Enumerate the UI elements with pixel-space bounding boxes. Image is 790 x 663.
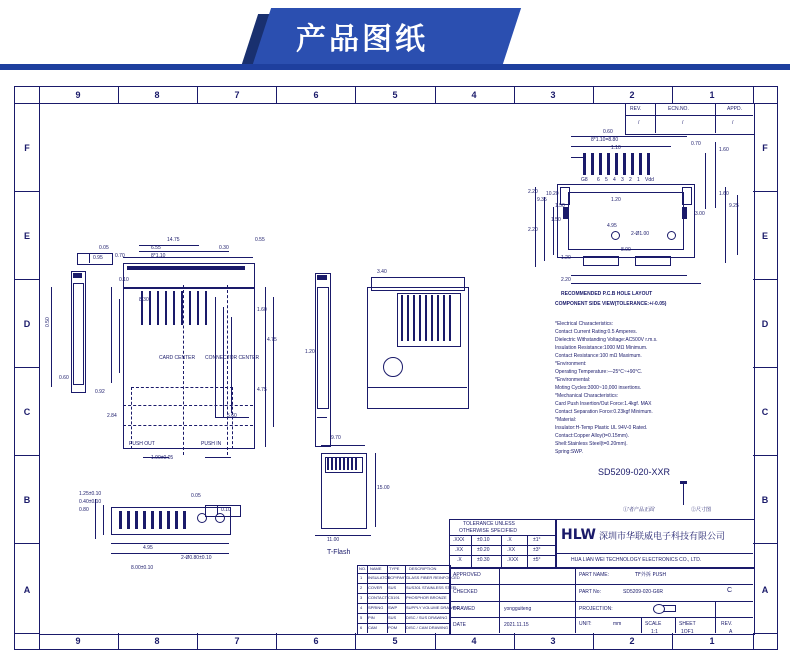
dim-bottom-0-05: 0.05 [191, 493, 201, 499]
spec-line-4: Contact Resistance:100 mΩ Maximum. [555, 353, 642, 359]
pcb-dim-1-20a: 1.20 [611, 197, 621, 203]
spec-line-12: *Material: [555, 417, 577, 423]
spec-line-13: Insulator:H-Temp Plastic UL 94V-0 Rated. [555, 425, 648, 431]
zone-row-left-B: B [23, 495, 31, 505]
dim-4-75: 1.60 [257, 307, 267, 313]
mat-r0-c2: LCP/PA9T [388, 575, 407, 580]
tolerance-title-1: TOLERANCE UNLESS [463, 521, 515, 527]
dim-flatness-0-10: 0.95 [93, 255, 103, 261]
mat-r5-c3: DISC / CAM DRAWING [406, 625, 449, 630]
zone-col-bottom-3: 3 [550, 636, 556, 646]
pcb-dim-2-20b: 2.20 [561, 277, 571, 283]
drawing-frame [14, 86, 778, 650]
spec-line-16: Spring:SWP. [555, 449, 583, 455]
tol-r2-c3: ±5° [533, 557, 541, 563]
pcb-dim-1-50b: 1.50 [551, 217, 561, 223]
pcb-dim-8-00: 8.00 [621, 247, 631, 253]
zone-col-bottom-8: 8 [154, 636, 160, 646]
tol-r0-c2: .X [507, 537, 512, 543]
tol-r2-c1: ±0.30 [477, 557, 490, 563]
mat-r4-c2: SUS [388, 615, 397, 620]
pcb-dim-1-60: 1.60 [719, 147, 729, 153]
tol-r0-c1: ±0.10 [477, 537, 490, 543]
zone-row-right-D: D [761, 319, 769, 329]
page-banner [0, 0, 790, 72]
mat-header-desc: DESCRIPTION [409, 566, 437, 571]
spec-line-11: Contact Separation Force:0.23kgf Minimum. [555, 409, 653, 415]
mat-r5-c1: CAM [368, 625, 377, 630]
rev-cell-rev: / [638, 120, 640, 126]
pcb-pin-1: 1 [637, 177, 640, 183]
dim-1-25: 1.25±0.10 [79, 491, 102, 497]
pcb-caption-1: RECOMMENDED P.C.B HOLE LAYOUT [561, 291, 653, 297]
dim-2-0-80: 2-Ø0.80±0.10 [181, 555, 212, 561]
tol-r2-c0: .X [457, 557, 462, 563]
dim-8x1-10: 8*1.10 [151, 253, 166, 259]
zone-col-bottom-9: 9 [75, 636, 81, 646]
pcb-pin-6: 6 [597, 177, 600, 183]
dim-0-92: 2.84 [107, 413, 117, 419]
zone-col-bottom-5: 5 [392, 636, 398, 646]
mat-r2-c3: PHOSPHOR BRONZE [406, 595, 447, 600]
unit-label: UNIT: [579, 621, 592, 627]
pcb-pin-5: 5 [605, 177, 608, 183]
part-no-label: PART No: [579, 589, 601, 595]
sheet-label: SHEET [679, 621, 696, 627]
drawed-value: yongguiteng [504, 606, 532, 612]
pcb-dim-8x110: 8*1.10=8.80 [591, 137, 619, 143]
mat-r0-c1: INSULATOR [368, 575, 391, 580]
mat-r2-c1: CONTACT [368, 595, 388, 600]
tol-r0-c3: ±1° [533, 537, 541, 543]
dim-0-95: 1.90±0.05 [151, 455, 174, 461]
mat-r5-c0: 6 [360, 625, 363, 630]
mat-r4-c3: DISC / SUS DRAWING [406, 615, 448, 620]
zone-col-top-4: 4 [471, 90, 477, 100]
dim-0-40: 0.40±0.10 [79, 499, 102, 505]
spec-line-6: Operating Temperature:—25°C~+90°C. [555, 369, 643, 375]
zone-col-top-1: 1 [709, 90, 715, 100]
zone-row-left-C: C [23, 407, 31, 417]
spec-line-8: Moting Cycles:3000~10,000 insertions. [555, 385, 642, 391]
rev-cell-ecn: / [682, 120, 684, 126]
spec-line-9: *Mechanical Characteristics: [555, 393, 619, 399]
pcb-dim-2-20a: 2.20 [528, 189, 538, 195]
mat-r5-c2: POM [388, 625, 398, 630]
zone-row-left-D: D [23, 319, 31, 329]
dim-14-50: 4.75 [267, 337, 277, 343]
dim-1-60: 8.30 [139, 297, 149, 303]
mat-r1-c2: SUS [388, 585, 397, 590]
spec-line-10: Card Push Insertion/Out Force:1.4kgf. MAX [555, 401, 652, 407]
mat-r2-c0: 3 [360, 595, 363, 600]
dim-6-55: 6.55 [151, 245, 161, 251]
dim-0-55: 0.55 [255, 237, 265, 243]
zone-col-top-2: 2 [629, 90, 635, 100]
spec-line-3: Insulation Resistance:1000 MΩ Minimum. [555, 345, 648, 351]
zone-col-top-5: 5 [392, 90, 398, 100]
mat-r1-c1: COVER [368, 585, 383, 590]
part-no-value: SD5209-020-G6R [623, 589, 664, 595]
projection-label: PROJECTION: [579, 606, 613, 612]
dim-5-60: 4.75 [257, 387, 267, 393]
dim-0-80: 0.80 [79, 507, 89, 513]
pcb-dim-9-25: 9.25 [729, 203, 739, 209]
spec-line-7: *Environmental: [555, 377, 591, 383]
dim-15-00: 15.00 [377, 485, 390, 491]
zone-row-right-C: C [761, 407, 769, 417]
footnote-right: ②尺寸图 [691, 507, 712, 513]
pcb-pin-2: 2 [629, 177, 632, 183]
dim-0-60: 0.60 [59, 375, 69, 381]
dim-8-30: 0.10 [119, 277, 129, 283]
rev-value: A [729, 629, 733, 635]
label-push-in: PUSH IN [201, 441, 222, 447]
dim-0-70: 0.70 [115, 253, 125, 259]
page-title: 产品图纸 [296, 22, 428, 57]
dim-9-70: 9.70 [331, 435, 341, 441]
pcb-dim-1-50a: 1.50 [555, 203, 565, 209]
mat-r3-c1: SPRING [368, 605, 384, 610]
unit-value: mm [613, 621, 622, 627]
approved-label: APPROVED [453, 572, 481, 578]
tol-r1-c0: .XX [455, 547, 464, 553]
dim-side-1-20: 1.20 [305, 349, 315, 355]
dim-0-30: 0.30 [219, 245, 229, 251]
dim-4-95b: 4.95 [143, 545, 153, 551]
spec-line-15: Shell:Stainless Steel(t=0.20mm). [555, 441, 628, 447]
dim-3-40: 3.40 [377, 269, 387, 275]
spec-line-2: Dielectric Withstanding Voltage:AC500V r.m.s. [555, 337, 658, 343]
dim-11-00: 11.00 [327, 537, 340, 543]
zone-row-right-A: A [761, 585, 769, 595]
tol-r2-c2: .XXX [507, 557, 519, 563]
label-connector-center: CONNECTOR CENTER [205, 355, 260, 361]
zone-col-top-8: 8 [154, 90, 160, 100]
mat-header-name: NAME [370, 566, 382, 571]
mat-r3-c3: SUPPLY VOLUME DRAWING [406, 605, 460, 610]
zone-col-top-6: 6 [313, 90, 319, 100]
company-logo: HLW [561, 527, 596, 543]
mat-r1-c0: 2 [360, 585, 363, 590]
size-value: C [727, 587, 733, 594]
spec-line-0: *Electrical Characteristics: [555, 321, 614, 327]
pcb-dim-2-20c: 2.20 [528, 227, 538, 233]
zone-row-right-F: F [762, 143, 768, 153]
zone-col-bottom-6: 6 [313, 636, 319, 646]
rev-header-rev: REV. [630, 106, 642, 112]
zone-col-top-3: 3 [550, 90, 556, 100]
zone-row-left-E: E [23, 231, 30, 241]
dim-0-50: 0.50 [45, 317, 51, 327]
mat-r3-c2: SWP [388, 605, 398, 610]
tol-r1-c2: .XX [507, 547, 516, 553]
pcb-dim-0-60: 0.60 [603, 129, 613, 135]
zone-row-left-A: A [23, 585, 31, 595]
dim-bottom-flatness-0-10: 0.10 [221, 507, 231, 513]
drawed-label: DRAWED [453, 606, 476, 612]
part-name-value: TF外拆 PUSH [635, 572, 667, 578]
scale-value: 1:1 [651, 629, 658, 635]
rev-header-ecn: ECN.NO. [668, 106, 689, 112]
company-name-en: HUA LIAN WEI TECHNOLOGY ELECTRONICS CO., LTD. [571, 557, 702, 563]
pcb-dim-1-10: 1.10 [611, 145, 621, 151]
pcb-dim-2-hole-1-00: 2-Ø1.00 [631, 231, 650, 237]
part-number-label: SD5209-020-XXR [598, 467, 671, 477]
pcb-pin-4: 4 [613, 177, 616, 183]
pcb-dim-10-20: 10.20 [546, 191, 559, 197]
mat-r4-c1: PIN [368, 615, 375, 620]
checked-label: CHECKED [453, 589, 478, 595]
label-push-out: PUSH OUT [129, 441, 155, 447]
tol-r0-c0: .XXX [453, 537, 465, 543]
pcb-caption-2: COMPONENT SIDE VIEW(TOLERANCE:+/-0.05) [555, 301, 667, 307]
date-label: DATE [453, 622, 466, 628]
label-card-center: CARD CENTER [159, 355, 196, 361]
mat-r1-c3: SUS301 STAINLESS STEEL [406, 585, 458, 590]
pcb-dim-1-20b: 1.20 [561, 255, 571, 261]
banner-bar [0, 64, 790, 70]
tflash-label: T-Flash [327, 549, 351, 556]
scale-label: SCALE [645, 621, 662, 627]
spec-line-1: Contact Current Rating:0.5 Amperes. [555, 329, 637, 335]
zone-col-bottom-1: 1 [709, 636, 715, 646]
pcb-dim-9-35: 9.35 [537, 197, 547, 203]
tol-r1-c3: ±3° [533, 547, 541, 553]
tol-r1-c1: ±0.20 [477, 547, 490, 553]
mat-r0-c3: GLASS FIBER REINFORCED [406, 575, 460, 580]
mat-r0-c0: 1 [360, 575, 363, 580]
mat-r4-c0: 5 [360, 615, 363, 620]
zone-col-top-9: 9 [75, 90, 81, 100]
dim-0-05: 0.05 [99, 245, 109, 251]
zone-col-top-7: 7 [234, 90, 240, 100]
zone-row-right-B: B [761, 495, 769, 505]
date-value: 2021.11.15 [504, 622, 529, 628]
dim-1-90: 0.92 [95, 389, 105, 395]
zone-row-right-E: E [761, 231, 768, 241]
footnote-left: ①'者产品正面' [623, 507, 655, 513]
zone-col-bottom-4: 4 [471, 636, 477, 646]
company-name-cn: 深圳市华联威电子科技有限公司 [599, 532, 726, 542]
pcb-dim-3-00: 3.00 [695, 211, 705, 217]
rev-cell-appd: / [732, 120, 734, 126]
mat-header-type: TYPE [389, 566, 400, 571]
spec-line-14: Contact:Copper Alloy(t=0.15mm). [555, 433, 630, 439]
rev-header-appd: APPD. [727, 106, 743, 112]
tolerance-title-2: OTHERWISE SPECIFIED [459, 528, 517, 534]
spec-line-5: *Environment: [555, 361, 587, 367]
pcb-dim-0-70: 0.70 [691, 141, 701, 147]
mat-r3-c0: 4 [360, 605, 363, 610]
rev-label: REV. [721, 621, 733, 627]
dim-8-00-tol: 8.00±0.10 [131, 565, 154, 571]
part-name-label: PART NAME: [579, 572, 610, 578]
mat-r2-c2: C5191 [388, 595, 400, 600]
pcb-pin-Vdd: Vdd [645, 177, 654, 183]
sheet-value: 1OF1 [681, 629, 694, 635]
mat-header-no: NO. [359, 566, 367, 571]
zone-col-bottom-2: 2 [629, 636, 635, 646]
pcb-dim-1-60b: 1.60 [719, 191, 729, 197]
pcb-dim-4-95: 4.95 [607, 223, 617, 229]
pcb-pin-3: 3 [621, 177, 624, 183]
zone-row-left-F: F [24, 143, 30, 153]
dim-2-84: 5.60 [227, 413, 237, 419]
zone-col-bottom-7: 7 [234, 636, 240, 646]
dim-14-75: 14.75 [167, 237, 180, 243]
pcb-pin-G8: G8 [581, 177, 588, 183]
